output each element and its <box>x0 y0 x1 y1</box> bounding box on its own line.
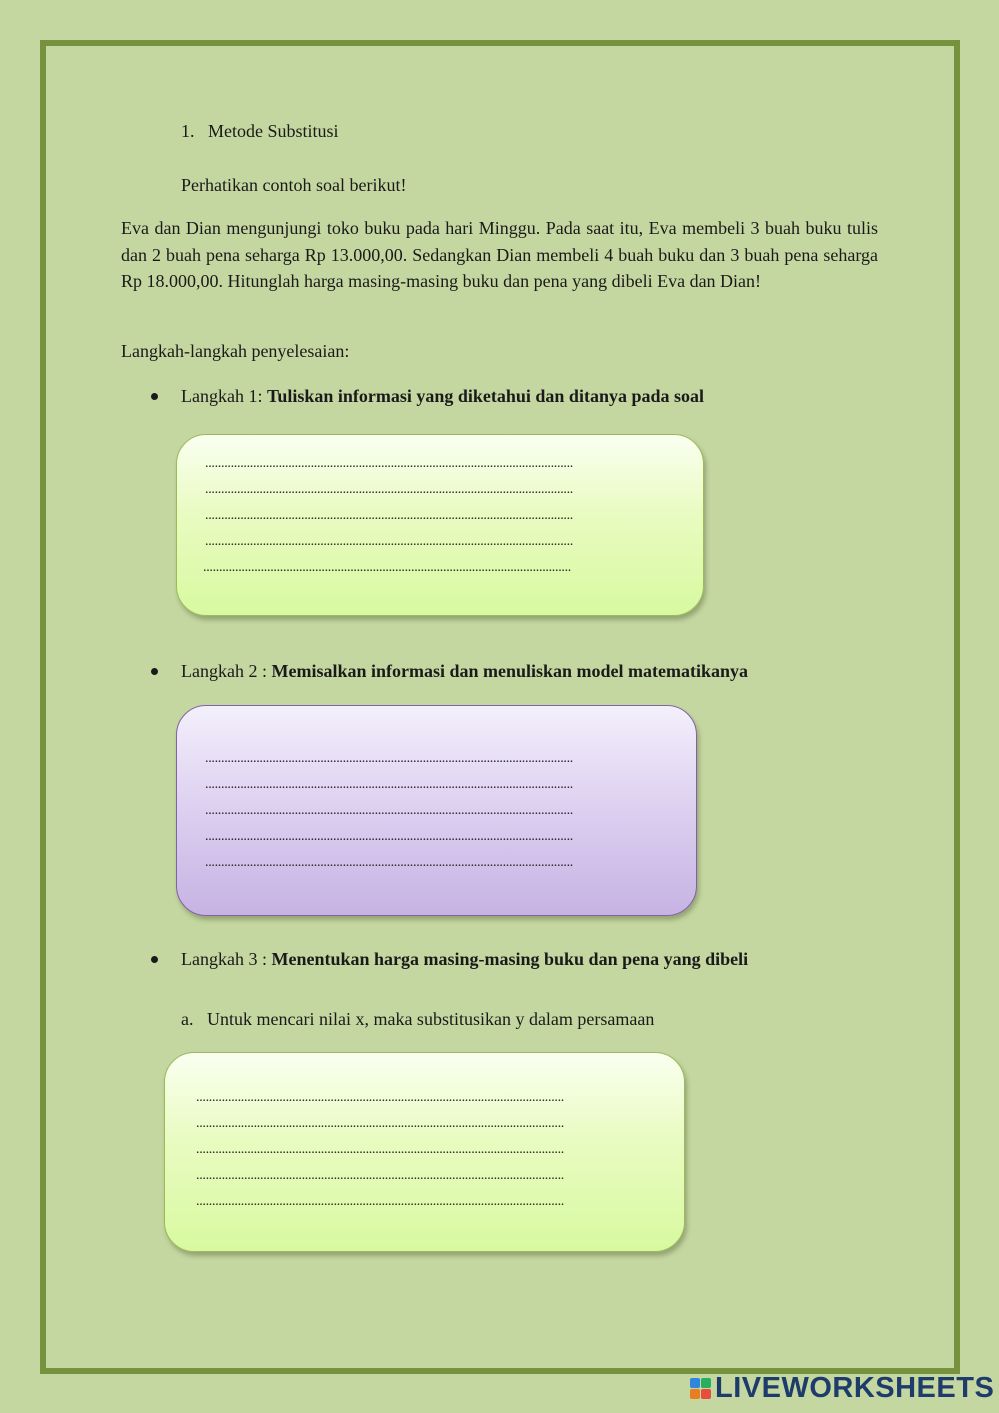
section-heading <box>181 118 339 144</box>
step-1-label: Langkah 1: <box>181 386 267 406</box>
bullet-icon <box>151 393 158 400</box>
answer-line[interactable]: ................................................................................................................... <box>205 508 574 523</box>
bullet-icon <box>151 956 158 963</box>
steps-heading: Langkah-langkah penyelesaian: <box>121 341 350 361</box>
problem-statement: Eva dan Dian mengunjungi toko buku pada hari Minggu. Pada saat itu, Eva membeli 3 buah buku tulis dan 2 buah pena seharga Rp 13.000,00. Sedangkan Dian membeli 4 buah buku dan 3 buah pena seharga Rp 18.000,00. Hitunglah harga masing-masing buku dan pena yang dibeli Eva dan Dian! <box>121 218 878 291</box>
step-3-label: Langkah 3 : <box>181 949 272 969</box>
answer-line[interactable]: ................................................................................................................... <box>205 803 574 818</box>
answer-line[interactable]: ................................................................................................................... <box>205 751 574 766</box>
answer-line[interactable]: ................................................................................................................... <box>196 1142 565 1157</box>
liveworksheets-logo-icon <box>690 1378 711 1399</box>
step-2-instruction: Memisalkan informasi dan menuliskan model matematikanya <box>271 661 749 681</box>
answer-line[interactable]: ................................................................................................................... <box>203 560 572 575</box>
answer-line[interactable]: ................................................................................................................... <box>205 456 574 471</box>
answer-line[interactable]: ................................................................................................................... <box>196 1194 565 1209</box>
answer-line[interactable]: ................................................................................................................... <box>205 534 574 549</box>
liveworksheets-logo[interactable] <box>690 1372 994 1404</box>
answer-line[interactable]: ................................................................................................................... <box>205 829 574 844</box>
section-number: 1. <box>181 121 195 141</box>
sub-step-letter: a. <box>181 1009 194 1029</box>
bullet-icon <box>151 668 158 675</box>
answer-line[interactable]: ................................................................................................................... <box>196 1168 565 1183</box>
answer-line[interactable]: ................................................................................................................... <box>196 1090 565 1105</box>
step-3 <box>181 946 748 972</box>
logo-text: LIVEWORKSHEETS <box>715 1371 995 1404</box>
step-2-label: Langkah 2 : <box>181 661 272 681</box>
step-1 <box>181 383 704 409</box>
intro-text: Perhatikan contoh soal berikut! <box>181 175 407 195</box>
answer-box-step-1[interactable] <box>176 434 704 616</box>
answer-line[interactable]: ................................................................................................................... <box>205 482 574 497</box>
step-2 <box>181 658 748 684</box>
step-1-instruction: Tuliskan informasi yang diketahui dan ditanya pada soal <box>266 386 704 406</box>
step-3-instruction: Menentukan harga masing-masing buku dan pena yang dibeli <box>271 949 749 969</box>
sub-step-text: Untuk mencari nilai x, maka substitusikan y dalam persamaan <box>207 1009 655 1029</box>
answer-line[interactable]: ................................................................................................................... <box>205 855 574 870</box>
answer-box-step-2[interactable] <box>176 705 697 916</box>
section-title: Metode Substitusi <box>208 121 339 141</box>
answer-box-step-3a[interactable] <box>164 1052 685 1252</box>
sub-step-a <box>181 1006 654 1032</box>
answer-line[interactable]: ................................................................................................................... <box>196 1116 565 1131</box>
answer-line[interactable]: ................................................................................................................... <box>205 777 574 792</box>
